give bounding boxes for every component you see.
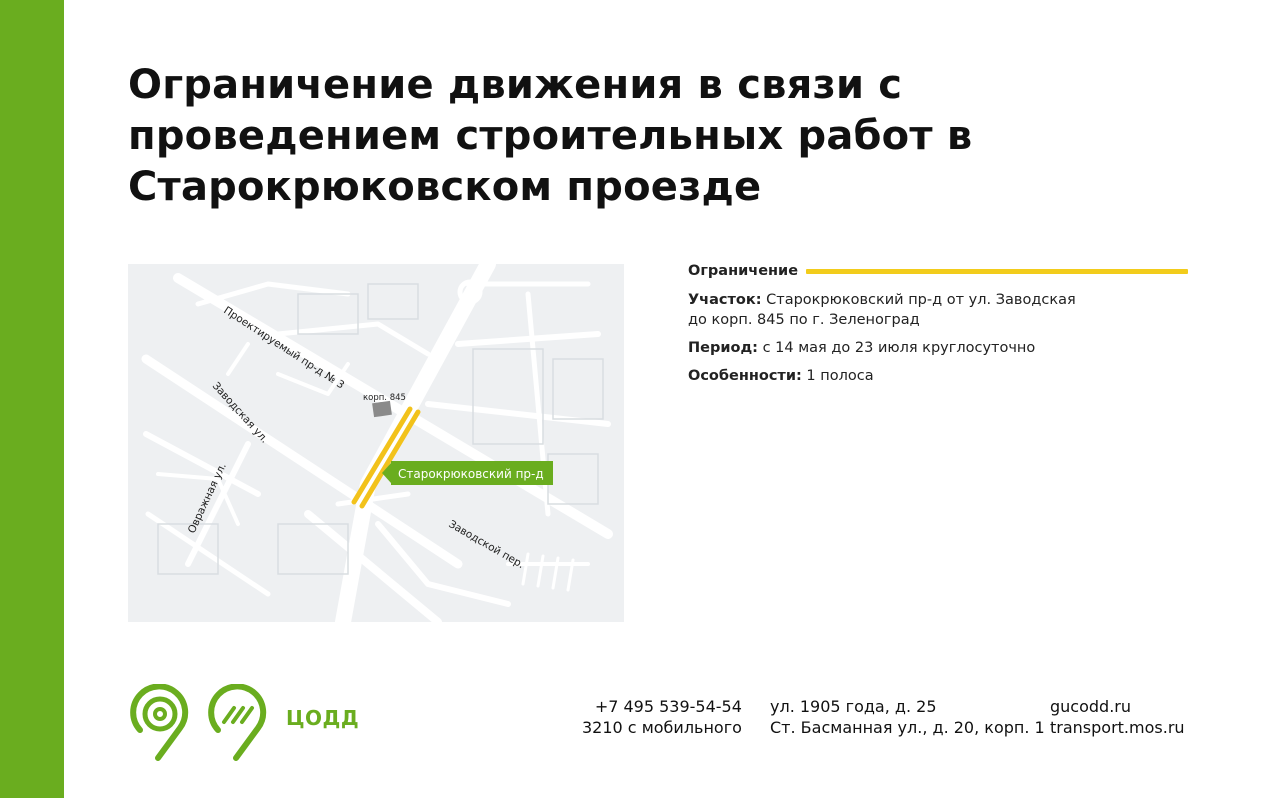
building-845	[372, 401, 392, 417]
restriction-header	[688, 260, 1188, 282]
street-label-zavodskaya: Заводская ул.	[209, 379, 271, 446]
section-row	[688, 290, 1188, 330]
street-label-ovrazhnaya: Овражная ул.	[185, 461, 229, 536]
footer-address-2: Ст. Басманная ул., д. 20, корп. 1	[770, 718, 1045, 737]
section-value-2: до корп. 845 по г. Зеленоград	[688, 312, 920, 328]
callout-starokryukovsky	[382, 461, 553, 485]
street-label-zavodskoy-per: Заводской пер.	[446, 518, 527, 572]
period-row	[688, 338, 1188, 358]
restriction-legend-line	[806, 269, 1188, 274]
footer-phone[interactable]: +7 495 539-54-54	[594, 697, 742, 716]
restriction-info	[688, 260, 1188, 386]
section-label: Участок:	[688, 292, 762, 308]
moscow-logo-icon	[128, 684, 192, 762]
section-value: Старокрюковский пр-д от ул. Заводская	[766, 292, 1076, 308]
footer-address-1: ул. 1905 года, д. 25	[770, 697, 937, 716]
logo-text: ЦОДД	[286, 706, 360, 730]
features-row	[688, 366, 1188, 386]
features-value: 1 полоса	[806, 368, 874, 384]
footer-phones	[582, 696, 742, 738]
features-label: Особенности:	[688, 368, 802, 384]
map	[128, 264, 624, 622]
footer-websites	[1050, 696, 1185, 738]
period-value: с 14 мая до 23 июля круглосуточно	[762, 340, 1036, 356]
left-green-bar	[0, 0, 64, 798]
street-label-proektiruemy: Проектируемый пр-д № 3	[221, 304, 347, 392]
period-label: Период:	[688, 340, 758, 356]
page-title: Ограничение движения в связи с проведением строительных работ в Старокрюковском проезде	[128, 62, 973, 210]
restriction-heading: Ограничение	[688, 263, 799, 279]
footer-phone-mobile: 3210 с мобильного	[582, 718, 742, 737]
building-label: корп. 845	[363, 393, 406, 403]
footer-addresses	[770, 696, 1045, 738]
footer-site-gucodd[interactable]: gucodd.ru	[1050, 697, 1131, 716]
map-svg	[128, 264, 624, 622]
callout-label: Старокрюковский пр-д	[398, 467, 544, 481]
codd-logo-icon	[206, 684, 270, 762]
footer-site-transport[interactable]: transport.mos.ru	[1050, 718, 1185, 737]
